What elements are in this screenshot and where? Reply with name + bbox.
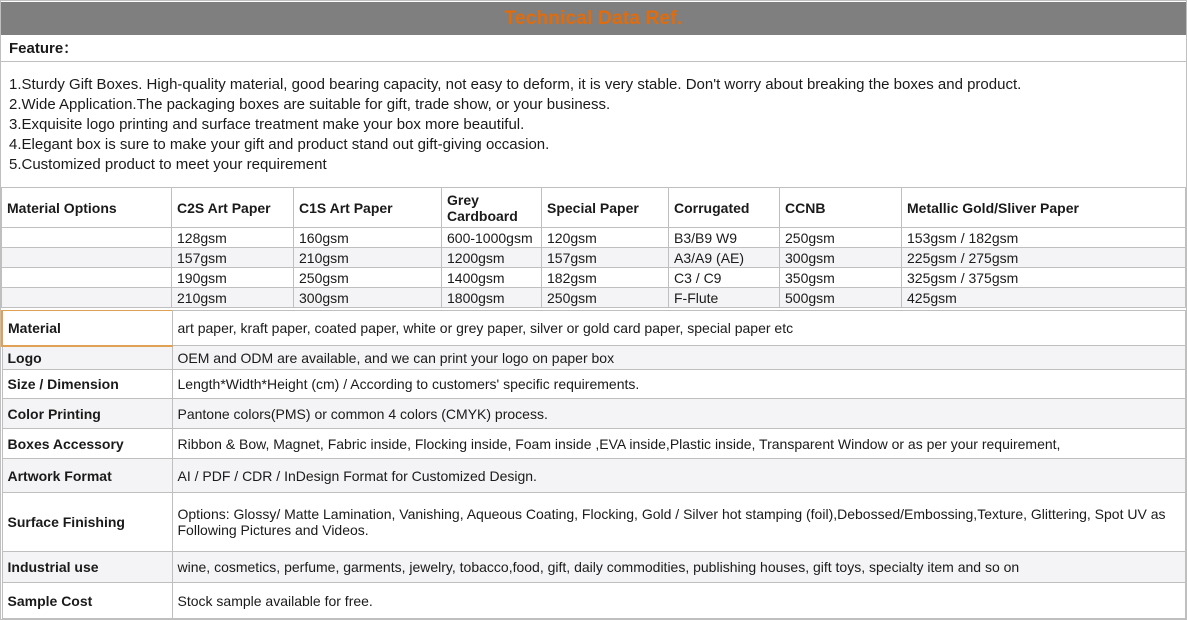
materials-cell [2, 288, 172, 308]
materials-cell: 1200gsm [442, 248, 542, 268]
materials-cell: C3 / C9 [669, 268, 780, 288]
spec-label: Artwork Format [2, 459, 172, 493]
spec-value: Pantone colors(PMS) or common 4 colors (CMYK) process. [172, 399, 1186, 429]
materials-cell: 250gsm [294, 268, 442, 288]
specs-table [1, 310, 1186, 619]
materials-cell: 250gsm [780, 228, 902, 248]
spec-value: Stock sample available for free. [172, 583, 1186, 619]
spec-row [2, 459, 1186, 493]
materials-cell: B3/B9 W9 [669, 228, 780, 248]
feature-item: 5.Customized product to meet your requirement [9, 156, 327, 173]
spec-row [2, 399, 1186, 429]
spec-row [2, 493, 1186, 552]
materials-cell: 128gsm [172, 228, 294, 248]
spec-value: Options: Glossy/ Matte Lamination, Vanishing, Aqueous Coating, Flocking, Gold / Silver hot stamping (foil),Debossed/Embossing,Texture, Glittering, Spot UV as Following Pictures and Videos. [172, 493, 1186, 552]
spec-row [2, 429, 1186, 459]
spec-row [2, 311, 1186, 346]
materials-column-header: C1S Art Paper [294, 188, 442, 228]
spec-value: AI / PDF / CDR / InDesign Format for Customized Design. [172, 459, 1186, 493]
materials-row [2, 248, 1186, 268]
spec-value: wine, cosmetics, perfume, garments, jewelry, tobacco,food, gift, daily commodities, publishing houses, gift toys, specialty item and so on [172, 552, 1186, 583]
materials-cell: 600-1000gsm [442, 228, 542, 248]
materials-cell: 425gsm [902, 288, 1186, 308]
materials-cell: F-Flute [669, 288, 780, 308]
page-title: Technical Data Ref. [504, 7, 683, 29]
materials-cell: 157gsm [172, 248, 294, 268]
materials-cell: 120gsm [542, 228, 669, 248]
materials-cell: 250gsm [542, 288, 669, 308]
materials-cell: 210gsm [172, 288, 294, 308]
materials-cell: 1800gsm [442, 288, 542, 308]
materials-cell: 350gsm [780, 268, 902, 288]
spec-row [2, 346, 1186, 370]
feature-item: 2.Wide Application.The packaging boxes are suitable for gift, trade show, or your business. [9, 96, 611, 113]
spec-label: Industrial use [2, 552, 172, 583]
materials-column-header: Grey Cardboard [442, 188, 542, 228]
spec-label: Sample Cost [2, 583, 172, 619]
materials-cell: 300gsm [780, 248, 902, 268]
materials-cell: 325gsm / 375gsm [902, 268, 1186, 288]
materials-cell: 300gsm [294, 288, 442, 308]
spec-label: Material [2, 311, 172, 346]
spec-label: Surface Finishing [2, 493, 172, 552]
title-bar [1, 2, 1186, 35]
spec-value: Length*Width*Height (cm) / According to customers' specific requirements. [172, 370, 1186, 399]
spec-label: Color Printing [2, 399, 172, 429]
spec-value: Ribbon & Bow, Magnet, Fabric inside, Flocking inside, Foam inside ,EVA inside,Plastic inside, Transparent Window or as per your requirement, [172, 429, 1186, 459]
materials-cell: A3/A9 (AE) [669, 248, 780, 268]
spec-label: Size / Dimension [2, 370, 172, 399]
materials-column-header: Metallic Gold/Sliver Paper [902, 188, 1186, 228]
spec-label: Boxes Accessory [2, 429, 172, 459]
materials-cell: 225gsm / 275gsm [902, 248, 1186, 268]
materials-column-header: CCNB [780, 188, 902, 228]
feature-heading: Feature： [1, 35, 1186, 62]
feature-item: 4.Elegant box is sure to make your gift and product stand out gift-giving occasion. [9, 136, 550, 153]
materials-row [2, 288, 1186, 308]
materials-column-header: Material Options [2, 188, 172, 228]
spec-row [2, 370, 1186, 399]
materials-cell [2, 228, 172, 248]
spec-row [2, 552, 1186, 583]
feature-list [1, 62, 1186, 187]
materials-cell [2, 268, 172, 288]
materials-cell: 210gsm [294, 248, 442, 268]
materials-header-row [2, 188, 1186, 228]
materials-column-header: C2S Art Paper [172, 188, 294, 228]
materials-column-header: Corrugated [669, 188, 780, 228]
feature-item: 3.Exquisite logo printing and surface treatment make your box more beautiful. [9, 116, 525, 133]
specs-table-body [2, 311, 1186, 619]
materials-table-body [2, 228, 1186, 308]
materials-cell: 157gsm [542, 248, 669, 268]
materials-cell [2, 248, 172, 268]
materials-table [1, 187, 1186, 308]
materials-cell: 182gsm [542, 268, 669, 288]
materials-cell: 190gsm [172, 268, 294, 288]
feature-item: 1.Sturdy Gift Boxes. High-quality material, good bearing capacity, not easy to deform, it is very stable. Don't worry about breaking the boxes and product. [9, 76, 1022, 93]
spec-value: art paper, kraft paper, coated paper, white or grey paper, silver or gold card paper, special paper etc [172, 311, 1186, 346]
spec-label: Logo [2, 346, 172, 370]
materials-row [2, 268, 1186, 288]
materials-cell: 160gsm [294, 228, 442, 248]
materials-column-header: Special Paper [542, 188, 669, 228]
materials-cell: 1400gsm [442, 268, 542, 288]
spec-value: OEM and ODM are available, and we can print your logo on paper box [172, 346, 1186, 370]
materials-cell: 153gsm / 182gsm [902, 228, 1186, 248]
materials-cell: 500gsm [780, 288, 902, 308]
spec-row [2, 583, 1186, 619]
materials-row [2, 228, 1186, 248]
